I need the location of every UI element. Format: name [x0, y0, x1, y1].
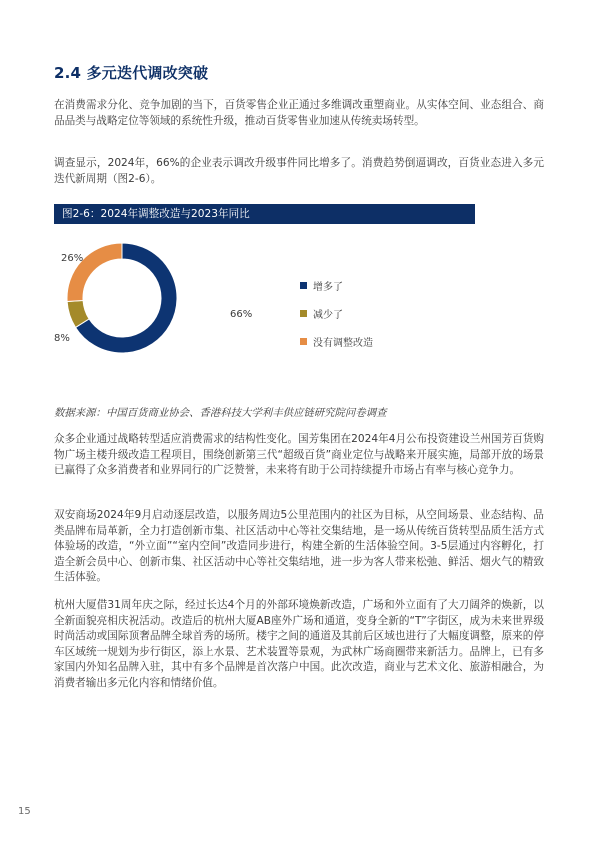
donut-chart: [54, 228, 475, 398]
slice-no-adjustment: [67, 243, 122, 301]
legend-swatch: [300, 338, 307, 345]
legend-swatch: [300, 310, 307, 317]
slice-label-no-adjustment: 26%: [61, 253, 84, 264]
page-number: 15: [18, 806, 31, 817]
legend-label: 减少了: [313, 309, 343, 321]
legend-label: 增多了: [313, 281, 343, 293]
survey-paragraph: 调查显示，2024年，66%的企业表示调改升级事件同比增多了。消费趋势倒逼调改，百货业态进入多元迭代新周期（图2-6）。: [54, 157, 544, 185]
chart-legend: [300, 278, 373, 362]
intro-paragraph: 在消费需求分化、竞争加剧的当下，百货零售企业正通过多维调改重塑商业。从实体空间、业态组合、商品品类与战略定位等领域的系统性升级，推动百货零售业加速从传统卖场转型。: [54, 99, 544, 127]
guofang-paragraph: 众多企业通过战略转型适应消费需求的结构性变化。国芳集团在2024年4月公布投资建设兰州国芳百货购物广场主楼升级改造工程项目，围绕创新第三代“超级百货”商业定位与战略来开展实施，局部开放的场景已赢得了众多消费者和业界同行的广泛赞誉，未来将有助于公司持续提升市场占有率与核心竞争力。: [54, 433, 544, 476]
donut-chart-svg: [54, 228, 475, 398]
hangzhou-paragraph: 杭州大厦借31周年庆之际，经过长达4个月的外部环境焕新改造，广场和外立面有了大刀阔斧的焕新，以全新面貌亮相庆祝活动。改造后的杭州大厦AB座外广场和通道，变身全新的“T”字街区，成为未来世界级时尚活动或国际顶奢品牌全球首秀的场所。楼宇之间的通道及其前后区域也进行了大幅度调整，原来的停车区域统一规划为步行街区，添上水景、艺术装置等景观，为武林广场商圈带来新活力。品牌上，已有多家国内外知名品牌入驻，其中有多个品牌是首次落户中国。此次改造，商业与艺术文化、旅游相融合，为消费者输出多元化内容和情绪价值。: [54, 599, 544, 689]
legend-label: 没有调整改造: [313, 337, 373, 349]
data-source-note: 数据来源：中国百货商业协会、香港科技大学利丰供应链研究院问卷调查: [54, 407, 387, 419]
section-title: 2.4 多元迭代调改突破: [54, 64, 209, 82]
legend-item-no-adjustment: [300, 334, 373, 348]
legend-item-increased: [300, 278, 373, 292]
slice-label-decreased: 8%: [54, 333, 70, 344]
legend-item-decreased: [300, 306, 373, 320]
legend-swatch: [300, 282, 307, 289]
shuangan-paragraph: 双安商场2024年9月启动逐层改造，以服务周边5公里范围内的社区为目标，从空间场景、业态结构、品类品牌布局革新，全力打造创新市集、社区活动中心等社交集结地，是一场从传统百货转型品质生活方式体验场的改造，“外立面”“室内空间”改造同步进行，构建全新的生活体验空间。3-5层通过内容孵化，打造全新会员中心、创新市集、社区活动中心等社交集结地，进一步为客人带来松弛、鲜活、烟火气的精致生活体验。: [54, 509, 544, 583]
slice-label-increased: 66%: [230, 309, 253, 320]
figure-caption: 图2-6：2024年调整改造与2023年同比: [54, 204, 475, 224]
